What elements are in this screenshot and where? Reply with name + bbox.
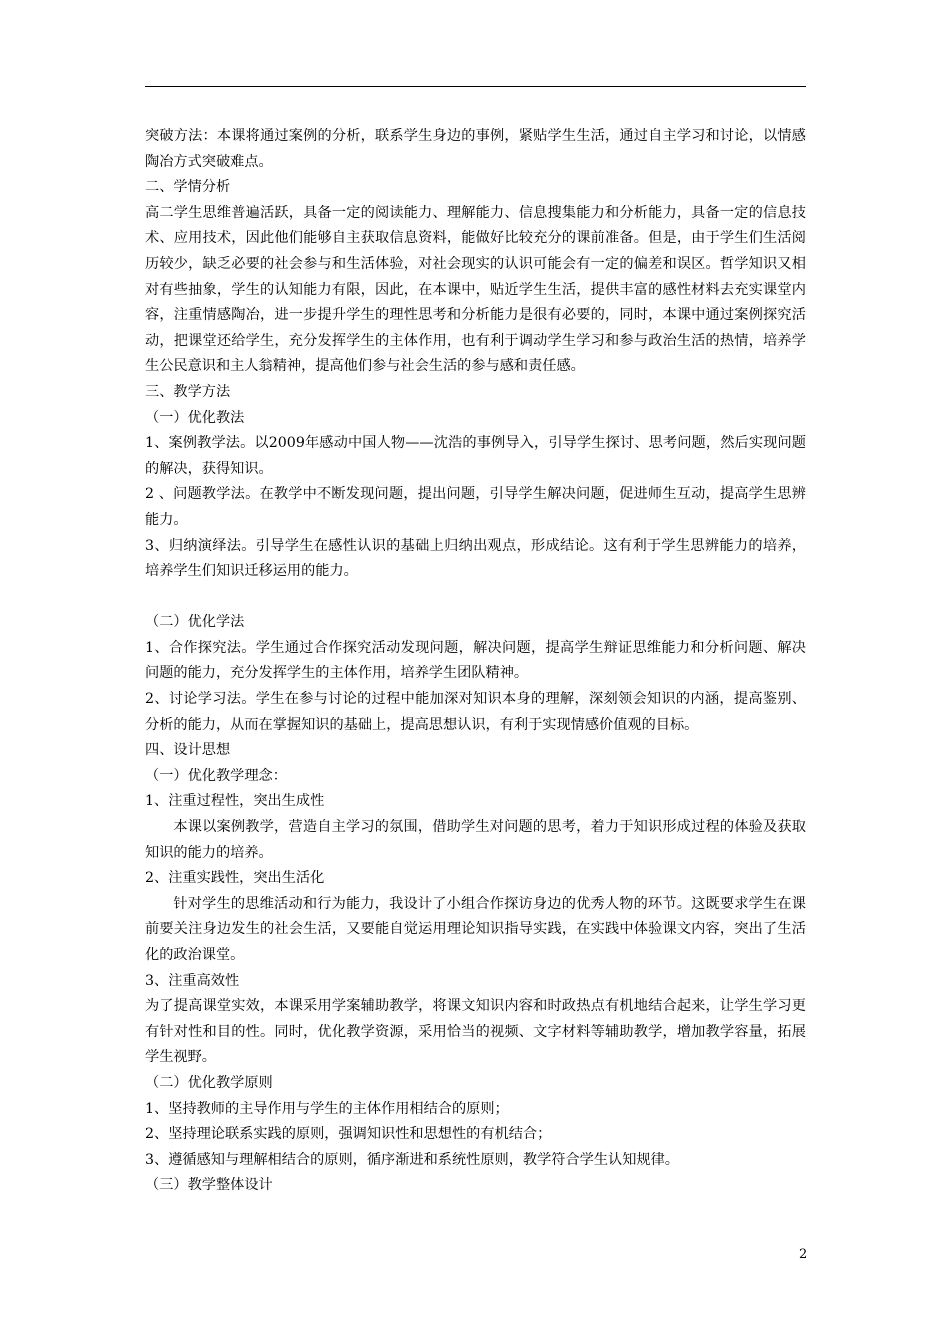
document-body (145, 124, 806, 1199)
paragraph: 高二学生思维普遍活跃，具备一定的阅读能力、理解能力、信息搜集能力和分析能力，具备一定的信息技术、应用技术，因此他们能够自主获取信息资料，能做好比较充分的课前准备。但是，由于学生们生活阅历较少，缺乏必要的社会参与和生活体验，对社会现实的认识可能会有一定的偏差和误区。哲学知识又相对有些抽象，学生的认知能力有限，因此，在本课中，贴近学生生活，提供丰富的感性材料去充实课堂内容，注重情感陶冶，进一步提升学生的理性思考和分析能力是很有必要的，同时，本课中通过案例探究活动，把课堂还给学生，充分发挥学生的主体作用，也有利于调动学生学习和参与政治生活的热情，培养学生公民意识和主人翁精神，提高他们参与社会生活的参与感和责任感。 (145, 204, 806, 375)
page-number: 2 (799, 1247, 808, 1262)
paragraph: （一）优化教学理念： (145, 767, 287, 784)
paragraph: 3、遵循感知与理解相结合的原则，循序渐进和系统性原则，教学符合学生认知规律。 (145, 1151, 679, 1168)
paragraph: 3、注重高效性 (145, 972, 240, 989)
paragraph: 2、讨论学习法。学生在参与讨论的过程中能加深对知识本身的理解，深刻领会知识的内涵，提高鉴别、分析的能力，从而在掌握知识的基础上，提高思想认识，有利于实现情感价值观的目标。 (145, 691, 806, 733)
paragraph: 2、坚持理论联系实践的原则，强调知识性和思想性的有机结合； (145, 1126, 552, 1143)
paragraph: 1、注重过程性，突出生成性 (145, 793, 325, 810)
paragraph: （二）优化学法 (145, 614, 245, 631)
blank-line (145, 585, 806, 611)
paragraph: 三、教学方法 (145, 383, 231, 400)
paragraph: 1、案例教学法。以2009年感动中国人物——沈浩的事例导入，引导学生探讨、思考问题，然后实现问题的解决，获得知识。 (145, 435, 806, 477)
paragraph: 本课以案例教学，营造自主学习的氛围，借助学生对问题的思考，着力于知识形成过程的体验及获取知识的能力的培养。 (145, 819, 806, 861)
paragraph: 针对学生的思维活动和行为能力，我设计了小组合作探访身边的优秀人物的环节。这既要求学生在课前要关注身边发生的社会生活，又要能自觉运用理论知识指导实践，在实践中体验课文内容，突出了生活化的政治课堂。 (145, 895, 806, 963)
header-rule (145, 86, 806, 87)
paragraph: 四、设计思想 (145, 742, 231, 759)
paragraph: 突破方法：本课将通过案例的分析，联系学生身边的事例，紧贴学生生活，通过自主学习和讨论，以情感陶冶方式突破难点。 (145, 128, 806, 170)
paragraph: （一）优化教法 (145, 409, 245, 426)
paragraph: （三）教学整体设计 (145, 1177, 273, 1194)
paragraph: 为了提高课堂实效，本课采用学案辅助教学，将课文知识内容和时政热点有机地结合起来，让学生学习更有针对性和目的性。同时，优化教学资源，采用恰当的视频、文字材料等辅助教学，增加教学容量，拓展学生视野。 (145, 998, 806, 1066)
paragraph: 3、归纳演绎法。引导学生在感性认识的基础上归纳出观点，形成结论。这有利于学生思辨能力的培养，培养学生们知识迁移运用的能力。 (145, 537, 806, 580)
paragraph: 1、坚持教师的主导作用与学生的主体作用相结合的原则； (145, 1100, 509, 1117)
paragraph: 2 、问题教学法。在教学中不断发现问题，提出问题，引导学生解决问题，促进师生互动，提高学生思辨能力。 (145, 486, 806, 528)
paragraph: 1、合作探究法。学生通过合作探究活动发现问题，解决问题，提高学生辩证思维能力和分析问题、解决问题的能力，充分发挥学生的主体作用，培养学生团队精神。 (145, 639, 806, 682)
paragraph: 二、学情分析 (145, 179, 231, 196)
paragraph: 2、注重实践性，突出生活化 (145, 870, 325, 887)
paragraph: （二）优化教学原则 (145, 1074, 273, 1091)
